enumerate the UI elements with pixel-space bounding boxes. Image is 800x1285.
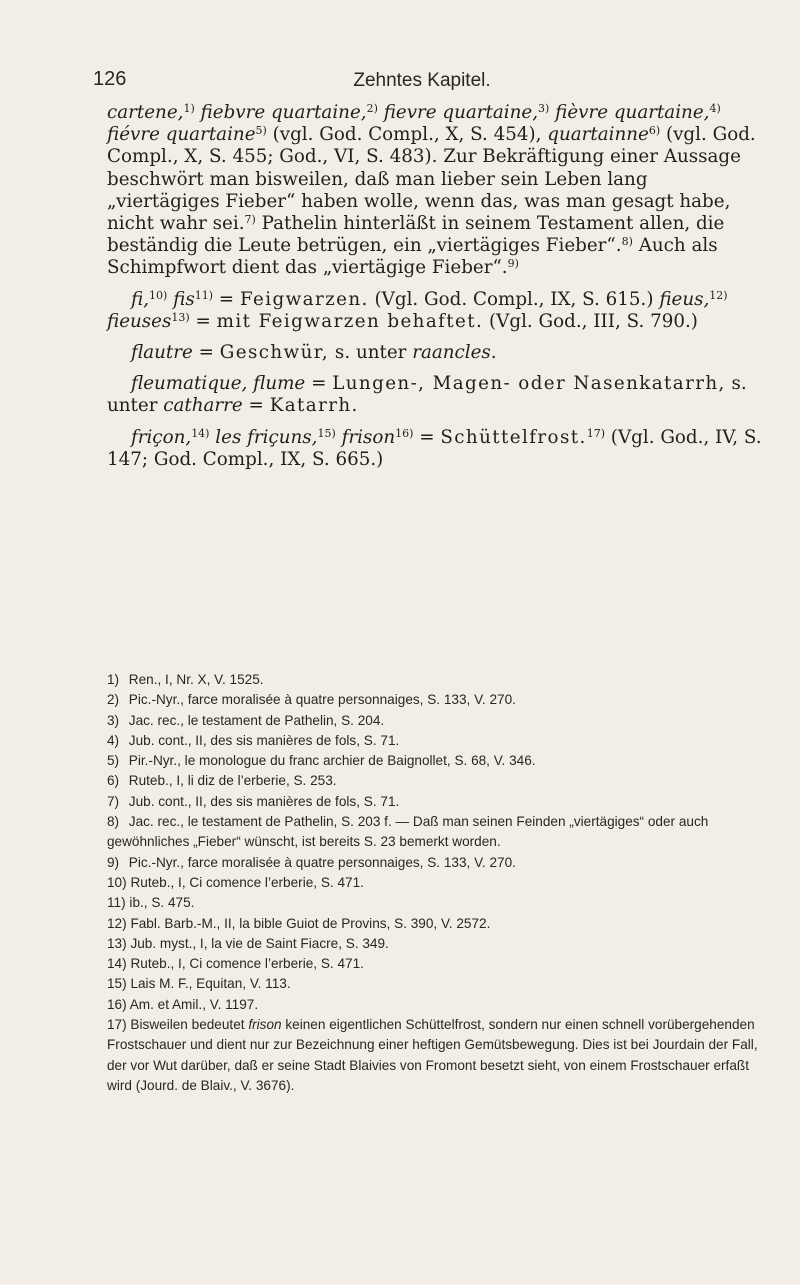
text-run: = <box>213 288 240 310</box>
footnote-text: Pic.-Nyr., farce moralisée à quatre personnaiges, S. 133, V. 270. <box>128 854 516 870</box>
headword: fièvre quartaine, <box>549 102 710 123</box>
footnote-text: Ruteb., I, li diz de l’erberie, S. 253. <box>128 773 337 789</box>
headword: fiebvre quartaine, <box>194 102 367 123</box>
headword: les friçuns, <box>209 426 318 448</box>
text-run: = <box>305 373 333 395</box>
footnote-text: Ren., I, Nr. X, V. 1525. <box>128 672 264 687</box>
footnote-ref: 6) <box>648 124 661 138</box>
footnote-number: 1) <box>107 672 120 687</box>
headword: fis <box>167 288 195 310</box>
footnote-text: Fabl. Barb.-M., II, la bible Guiot de Provins, S. 390, V. 2572. <box>130 915 491 931</box>
footnote-number: 2) <box>107 692 120 708</box>
footnote-text: Pic.-Nyr., farce moralisée à quatre personnaiges, S. 133, V. 270. <box>128 692 516 708</box>
headword: flautre <box>131 342 193 364</box>
footnote <box>107 690 762 710</box>
page-header <box>0 68 800 98</box>
footnote-ref: 1) <box>183 102 195 115</box>
footnote-ref: 13) <box>171 310 190 324</box>
footnote-ref: 15) <box>317 426 336 440</box>
footnote-ref: 5) <box>255 124 267 138</box>
headword: friçon, <box>131 426 192 448</box>
footnote <box>107 670 762 690</box>
footnote-number: 3) <box>107 712 120 728</box>
footnote <box>107 974 762 994</box>
headword: fleumatique, flume <box>131 373 306 395</box>
footnote-number: 9) <box>107 854 120 870</box>
footnotes <box>107 670 762 1096</box>
footnote <box>107 792 762 812</box>
footnote-number: 16) <box>107 996 127 1012</box>
footnote-text: Jub. cont., II, des sis manières de fols, S. 71. <box>128 732 400 748</box>
definition: mit Feigwarzen behaftet. <box>216 310 484 332</box>
text-run: Pathelin hinterläßt in seinem Testament allen, die beständig die Leute betrügen, ein „viertägiges Fieber“. <box>107 213 725 257</box>
paragraph-quartaine <box>107 102 762 280</box>
footnote <box>107 873 762 893</box>
footnote-ref: 9) <box>507 257 519 271</box>
footnote-number: 6) <box>107 773 120 789</box>
footnote-number: 17) <box>107 1017 127 1033</box>
headword: fieus, <box>659 288 710 310</box>
footnote-text: Bisweilen bedeutet <box>126 1017 249 1033</box>
text-run: = <box>192 342 220 364</box>
footnote-text: Pir.-Nyr., le monologue du franc archier de Baignollet, S. 68, V. 346. <box>128 753 536 769</box>
footnote-text: Lais M. F., Equitan, V. 113. <box>130 976 291 992</box>
footnote <box>107 731 762 751</box>
footnote-ref: 3) <box>538 102 550 115</box>
footnote-ref: 10) <box>149 288 168 302</box>
text-run: = <box>413 426 441 448</box>
footnote <box>107 914 762 934</box>
footnote-text: Jac. rec., le testament de Pathelin, S. 204. <box>128 712 385 728</box>
footnote-number: 8) <box>107 814 120 830</box>
running-head: Zehntes Kapitel. <box>353 70 491 91</box>
footnote-term: frison <box>248 1017 282 1033</box>
footnote-number: 13) <box>107 935 127 951</box>
paragraph-fleumatique <box>107 373 762 417</box>
text-run: (Vgl. God., III, S. 790.) <box>483 310 698 332</box>
footnote-text: Jub. myst., I, la vie de Saint Fiacre, S. 349. <box>130 935 389 951</box>
footnote-ref: 4) <box>709 102 721 115</box>
paragraph-flautre <box>107 342 762 364</box>
footnote-number: 4) <box>107 732 120 748</box>
cross-reference: raancles. <box>412 342 497 364</box>
footnote <box>107 812 762 853</box>
footnote-number: 12) <box>107 915 127 931</box>
footnote-ref: 2) <box>366 102 378 115</box>
main-text <box>107 102 762 471</box>
footnote-text: Jac. rec., le testament de Pathelin, S. 203 f. — Daß man seinen Feinden „viertägiges“ oder auch gewöhnliches „Fieber“ wünscht, ist bereits S. 23 bemerkt worden. <box>107 814 709 850</box>
footnote-number: 5) <box>107 753 120 769</box>
footnote-text: Ruteb., I, Ci comence l’erberie, S. 471. <box>130 956 364 972</box>
footnote-text: Ruteb., I, Ci comence l’erberie, S. 471. <box>130 874 364 890</box>
footnote-ref: 7) <box>244 213 256 227</box>
footnote-number: 14) <box>107 956 127 972</box>
text-run: = <box>242 395 270 417</box>
footnote <box>107 853 762 873</box>
definition: Katarrh. <box>269 395 359 417</box>
definition: Feigwarzen. <box>239 288 369 310</box>
footnote-ref: 16) <box>395 426 414 440</box>
paragraph-fi <box>107 289 762 333</box>
definition: Geschwür, <box>219 342 330 364</box>
footnote-ref: 14) <box>191 426 210 440</box>
footnote-number: 15) <box>107 976 127 992</box>
footnote <box>107 711 762 731</box>
headword: fi, <box>131 288 150 310</box>
headword: fiévre quartaine <box>107 124 256 146</box>
headword: fieuses <box>107 310 172 332</box>
text-run: (vgl. God. Compl., X, S. 454), <box>266 124 548 146</box>
footnote <box>107 934 762 954</box>
headword: quartainne <box>547 124 649 146</box>
definition: Schüttelfrost. <box>440 426 587 448</box>
text-run: s. unter <box>107 373 747 417</box>
definition: Lungen-, Magen- oder Nasenkatarrh, <box>332 373 726 395</box>
text-run: (Vgl. God. Compl., IX, S. 615.) <box>368 288 660 310</box>
text-run: Auch als Schimpfwort dient das „viertägige Fieber“. <box>107 235 718 279</box>
footnote-ref: 8) <box>621 235 633 249</box>
footnote-ref: 17) <box>586 426 605 440</box>
text-run: (vgl. God. Compl., X, S. 455; God., VI, S. 483). Zur Bekräftigung einer Aussage beschwört man bisweilen, daß man lieber sein Leben lang „viertägiges Fieber“ haben wolle, wenn das, was man gesagt habe, nicht wahr sei. <box>107 124 756 235</box>
text-run: s. unter <box>329 342 413 364</box>
footnote-number: 10) <box>107 874 127 890</box>
footnote <box>107 995 762 1015</box>
footnote <box>107 751 762 771</box>
footnote <box>107 1015 762 1096</box>
headword: fievre quartaine, <box>377 102 539 123</box>
text-run: = <box>189 310 217 332</box>
footnote-text: keinen eigentlichen Schüttelfrost, sondern nur einen schnell vorübergehenden Frostschauer und dient nur zur Bezeichnung einer heftigen Gemütsbewegung. Dies ist bei Jourdain der Fall, der vor Wut darüber, daß er seine Stadt Blaivies von Fromont besetzt sieht, von einem Frostschauer erfaßt wird (Jourd. de Blaiv., V. 3676). <box>107 1017 758 1093</box>
footnote <box>107 771 762 791</box>
footnote-number: 7) <box>107 793 120 809</box>
footnote <box>107 954 762 974</box>
text-run: (Vgl. God., IV, S. 147; God. Compl., IX, S. 665.) <box>107 426 762 470</box>
footnote-ref: 12) <box>709 288 728 302</box>
paragraph-fricon <box>107 427 762 471</box>
footnote-ref: 11) <box>194 288 213 302</box>
footnote-number: 11) <box>107 895 126 911</box>
headword: cartene, <box>107 102 184 123</box>
cross-reference: catharre <box>163 395 243 417</box>
footnote <box>107 893 762 913</box>
footnote-text: Jub. cont., II, des sis manières de fols, S. 71. <box>128 793 400 809</box>
footnote-text: Am. et Amil., V. 1197. <box>129 996 259 1012</box>
page-number: 126 <box>93 68 127 90</box>
headword: frison <box>335 426 396 448</box>
footnote-text: ib., S. 475. <box>129 895 195 911</box>
